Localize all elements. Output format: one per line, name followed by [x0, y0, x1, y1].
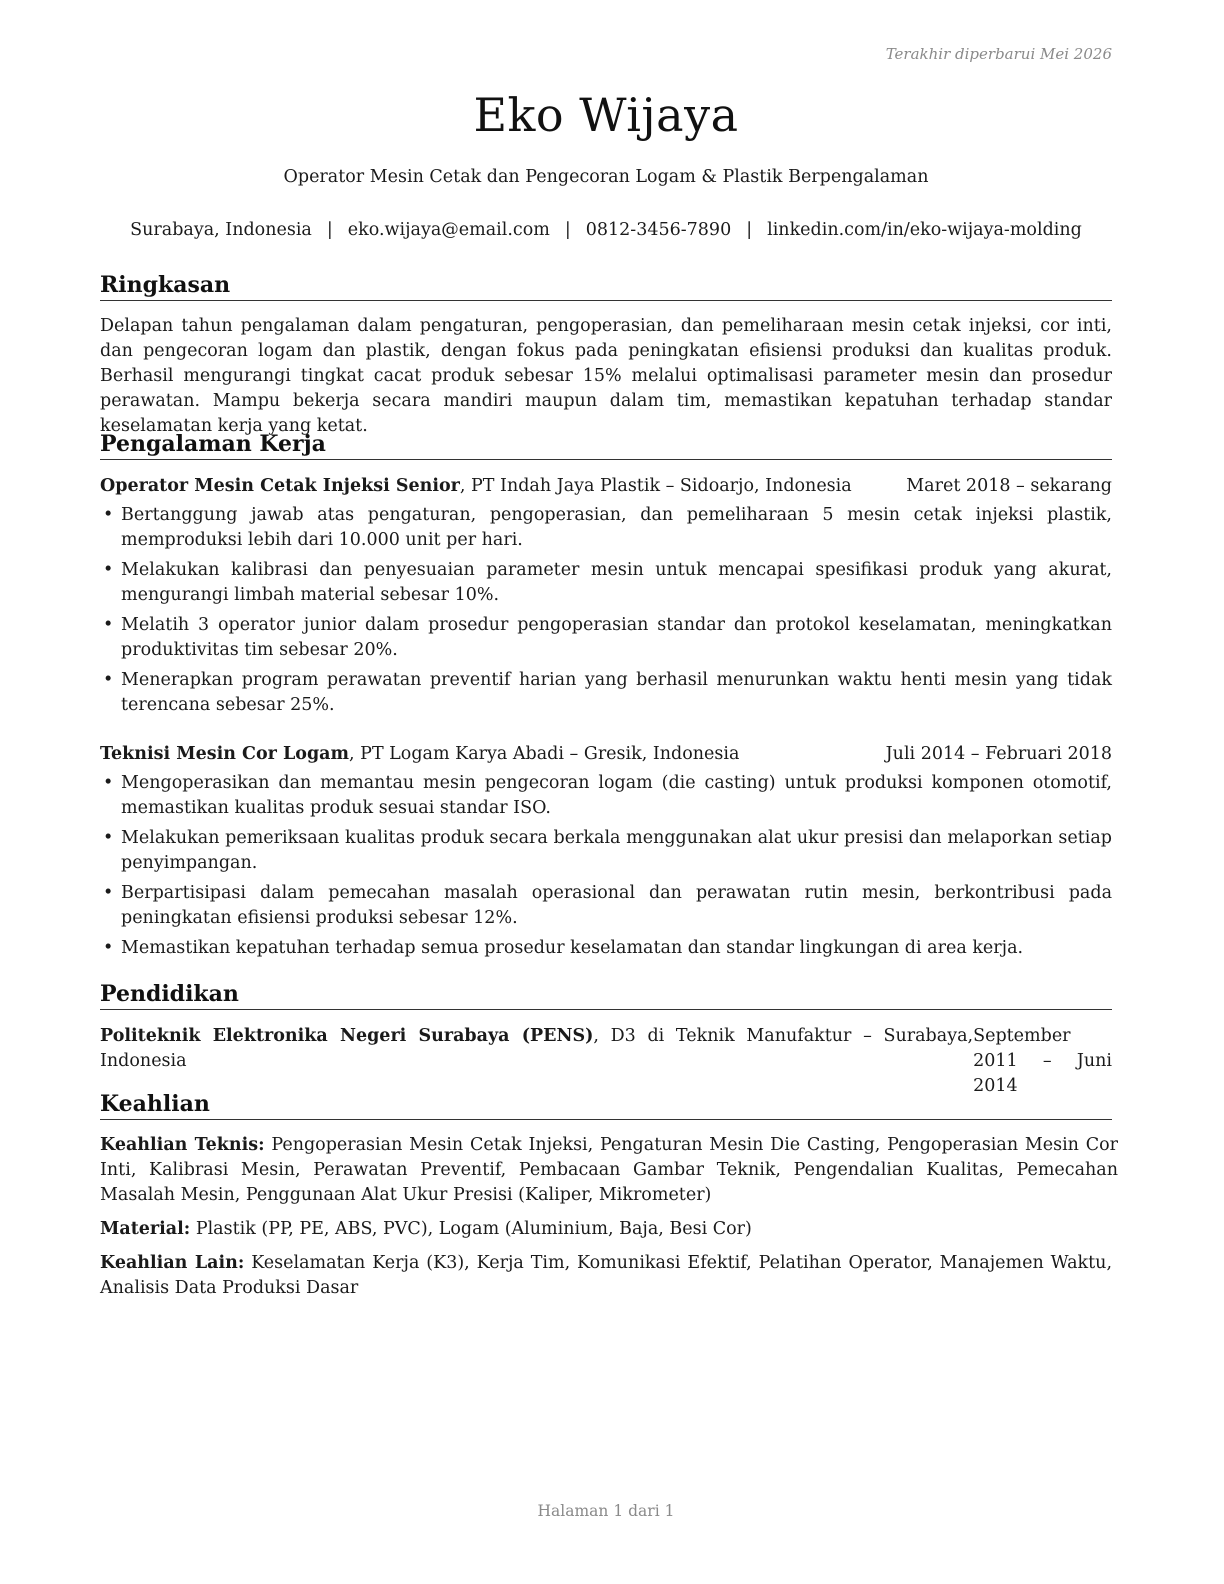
job-company: , PT Indah Jaya Plastik – Sidoarjo, Indonesia [459, 476, 852, 496]
education-dates: September 2011 – Juni 2014 [973, 1026, 1112, 1096]
contact-location: Surabaya, Indonesia [130, 220, 312, 240]
skill-group [100, 1217, 1112, 1242]
skill-value: Pengoperasian Mesin Cetak Injeksi, Pengaturan Mesin Die Casting, Pengoperasian Mesin Cor Inti, Kalibrasi Mesin, Perawatan Preventif, Pembacaan Gambar Teknik, Pengendalian Kualitas, Pemecahan Masalah Mesin, Penggunaan Alat Ukur Presisi (Kaliper, Mikrometer) [100, 1135, 1118, 1205]
contact-phone: 0812-3456-7890 [585, 220, 732, 240]
contact-separator: | [326, 220, 333, 240]
job-company: , PT Logam Karya Abadi – Gresik, Indonesia [349, 744, 740, 764]
summary-text: Delapan tahun pengalaman dalam pengaturan, pengoperasian, dan pemeliharaan mesin cetak injeksi, cor inti, dan pengecoran logam dan plastik, dengan fokus pada peningkatan efisiensi produksi dan kualitas produk. Berhasil mengurangi tingkat cacat produk sebesar 15% melalui optimalisasi parameter mesin dan prosedur perawatan. Mampu bekerja secara mandiri maupun dalam tim, memastikan kepatuhan terhadap standar keselamatan kerja yang ketat. [100, 316, 1112, 436]
bullet-icon: • [103, 560, 114, 580]
bullet-icon: • [103, 883, 114, 903]
candidate-name: Eko Wijaya [473, 88, 739, 142]
section-title-education: Pendidikan [100, 979, 1112, 1010]
job-header [100, 474, 1112, 499]
job-entry [100, 474, 1112, 723]
list-item [100, 558, 1112, 608]
skill-group [100, 1251, 1112, 1301]
job-role: Operator Mesin Cetak Injeksi Senior [100, 476, 460, 496]
list-item [100, 771, 1112, 821]
bullet-icon: • [103, 615, 114, 635]
contact-separator: | [746, 220, 753, 240]
bullet-text: Melakukan pemeriksaan kualitas produk secara berkala menggunakan alat ukur presisi dan melaporkan setiap penyimpangan. [121, 828, 1112, 873]
list-item [100, 826, 1112, 876]
bullet-icon: • [103, 938, 114, 958]
skill-value: Plastik (PP, PE, ABS, PVC), Logam (Aluminium, Baja, Besi Cor) [190, 1219, 752, 1239]
skill-group [100, 1133, 1118, 1208]
job-dates: Maret 2018 – sekarang [906, 476, 1112, 496]
bullet-text: Berpartisipasi dalam pemecahan masalah operasional dan perawatan rutin mesin, berkontribusi pada peningkatan efisiensi produksi sebesar 12%. [121, 883, 1112, 928]
job-bullets [100, 771, 1112, 961]
list-item [100, 613, 1112, 663]
bullet-icon: • [103, 670, 114, 690]
list-item [100, 881, 1112, 931]
education-entry [100, 1024, 1112, 1099]
skill-label: Material: [100, 1219, 191, 1239]
bullet-icon: • [103, 773, 114, 793]
skills-list [100, 1133, 1118, 1310]
resume-page [100, 0, 1118, 1584]
job-bullets [100, 503, 1112, 718]
bullet-text: Mengoperasikan dan memantau mesin pengecoran logam (die casting) untuk produksi komponen otomotif, memastikan kualitas produk sesuai standar ISO. [121, 773, 1112, 818]
skill-label: Keahlian Teknis: [100, 1135, 265, 1155]
section-title-skills: Keahlian [100, 1089, 1112, 1120]
bullet-icon: • [103, 505, 114, 525]
education-detail: , D3 di Teknik Manufaktur – Surabaya, Indonesia [100, 1026, 974, 1071]
page-number: Halaman 1 dari 1 [537, 1502, 675, 1520]
bullet-text: Bertanggung jawab atas pengaturan, pengoperasian, dan pemeliharaan 5 mesin cetak injeksi plastik, memproduksi lebih dari 10.000 unit per hari. [121, 505, 1112, 550]
bullet-text: Memastikan kepatuhan terhadap semua prosedur keselamatan dan standar lingkungan di area kerja. [121, 938, 1024, 958]
bullet-text: Melatih 3 operator junior dalam prosedur pengoperasian standar dan protokol keselamatan, meningkatkan produktivitas tim sebesar 20%. [121, 615, 1112, 660]
candidate-headline: Operator Mesin Cetak dan Pengecoran Logam & Plastik Berpengalaman [283, 167, 929, 187]
bullet-text: Menerapkan program perawatan preventif harian yang berhasil menurunkan waktu henti mesin yang tidak terencana sebesar 25%. [121, 670, 1112, 715]
last-updated-note: Terakhir diperbarui Mei 2026 [885, 45, 1112, 63]
list-item [100, 936, 1112, 961]
bullet-icon: • [103, 828, 114, 848]
job-dates: Juli 2014 – Februari 2018 [885, 744, 1112, 764]
list-item [100, 503, 1112, 553]
job-title-line [100, 474, 852, 499]
section-title-experience: Pengalaman Kerja [100, 429, 1112, 460]
job-title-line [100, 742, 739, 767]
education-school: Politeknik Elektronika Negeri Surabaya (PENS) [100, 1026, 594, 1046]
job-role: Teknisi Mesin Cor Logam [100, 744, 350, 764]
contact-separator: | [564, 220, 571, 240]
contact-line [100, 220, 1112, 240]
education-row [100, 1024, 1112, 1099]
job-header [100, 742, 1112, 767]
bullet-text: Melakukan kalibrasi dan penyesuaian parameter mesin untuk mencapai spesifikasi produk yang akurat, mengurangi limbah material sebesar 10%. [121, 560, 1112, 605]
skill-value: Keselamatan Kerja (K3), Kerja Tim, Komunikasi Efektif, Pelatihan Operator, Manajemen Waktu, Analisis Data Produksi Dasar [100, 1253, 1113, 1298]
education-institution-line [100, 1024, 973, 1099]
section-title-summary: Ringkasan [100, 270, 1112, 301]
job-entry [100, 742, 1112, 966]
contact-email[interactable]: eko.wijaya@email.com [347, 220, 550, 240]
skill-label: Keahlian Lain: [100, 1253, 245, 1273]
list-item [100, 668, 1112, 718]
contact-linkedin[interactable]: linkedin.com/in/eko-wijaya-molding [767, 220, 1082, 240]
